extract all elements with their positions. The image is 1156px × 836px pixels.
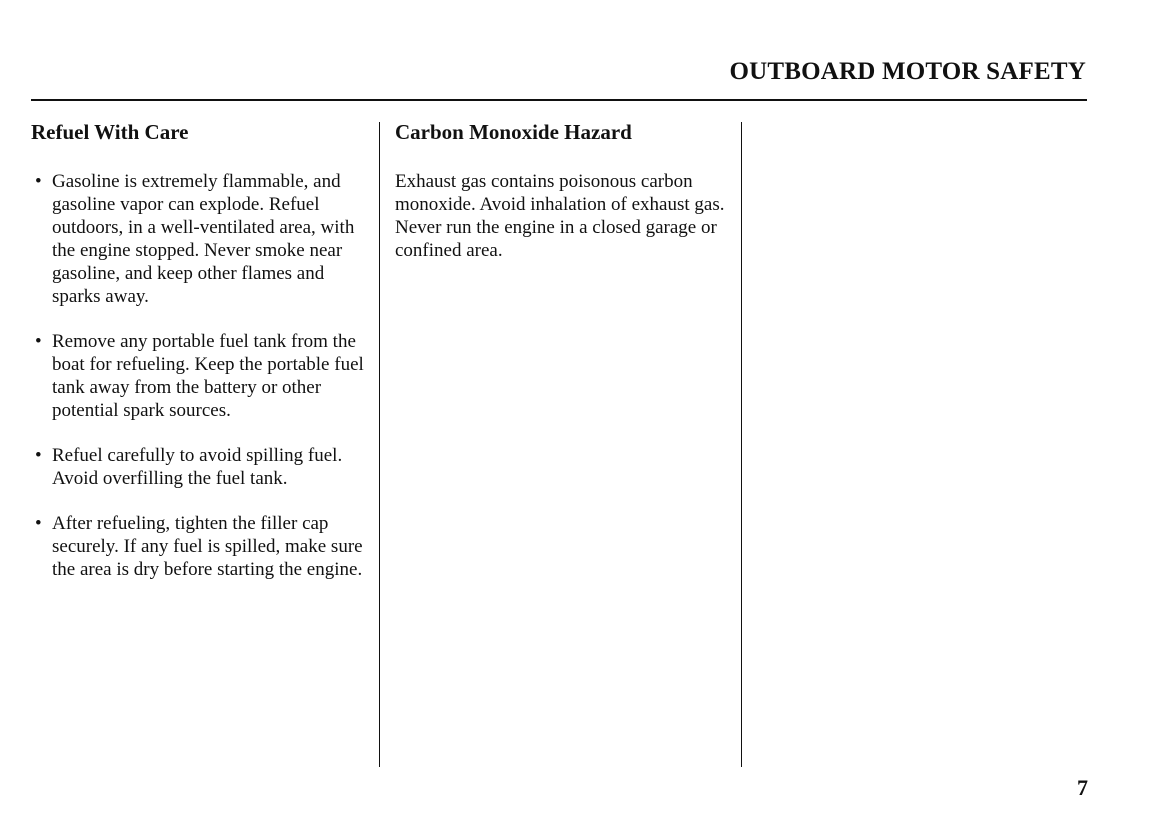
- bullet-dot-icon: •: [35, 331, 42, 352]
- refuel-bullet-2: [31, 330, 371, 422]
- refuel-bullet-text: Refuel carefully to avoid spilling fuel. Avoid overfilling the fuel tank.: [52, 445, 343, 489]
- carbon-monoxide-section: [395, 118, 730, 262]
- refuel-bullet-3: [31, 444, 371, 490]
- carbon-monoxide-text: Exhaust gas contains poisonous carbon monoxide. Avoid inhalation of exhaust gas. Never run the engine in a closed garage or confined area.: [395, 171, 725, 261]
- refuel-bullet-text: After refueling, tighten the filler cap securely. If any fuel is spilled, make sure the area is dry before starting the engine.: [52, 513, 363, 580]
- refuel-section: [31, 118, 371, 603]
- header-rule: [31, 99, 1087, 101]
- refuel-bullet-4: [31, 512, 371, 581]
- bullet-dot-icon: •: [35, 513, 42, 534]
- refuel-bullet-1: [31, 170, 371, 308]
- refuel-heading: Refuel With Care: [31, 120, 189, 144]
- carbon-monoxide-heading: Carbon Monoxide Hazard: [395, 120, 632, 144]
- column-divider-left: [379, 122, 380, 767]
- page-title: OUTBOARD MOTOR SAFETY: [729, 58, 1086, 85]
- page-number: 7: [1077, 775, 1088, 800]
- refuel-bullet-text: Gasoline is extremely flammable, and gasoline vapor can explode. Refuel outdoors, in a well-ventilated area, with the engine stopped. Never smoke near gasoline, and keep other flames and sparks away.: [52, 171, 355, 307]
- refuel-bullet-list: [31, 170, 371, 581]
- bullet-dot-icon: •: [35, 445, 42, 466]
- column-divider-right: [741, 122, 742, 767]
- refuel-bullet-text: Remove any portable fuel tank from the boat for refueling. Keep the portable fuel tank away from the battery or other potential spark sources.: [52, 331, 364, 421]
- bullet-dot-icon: •: [35, 171, 42, 192]
